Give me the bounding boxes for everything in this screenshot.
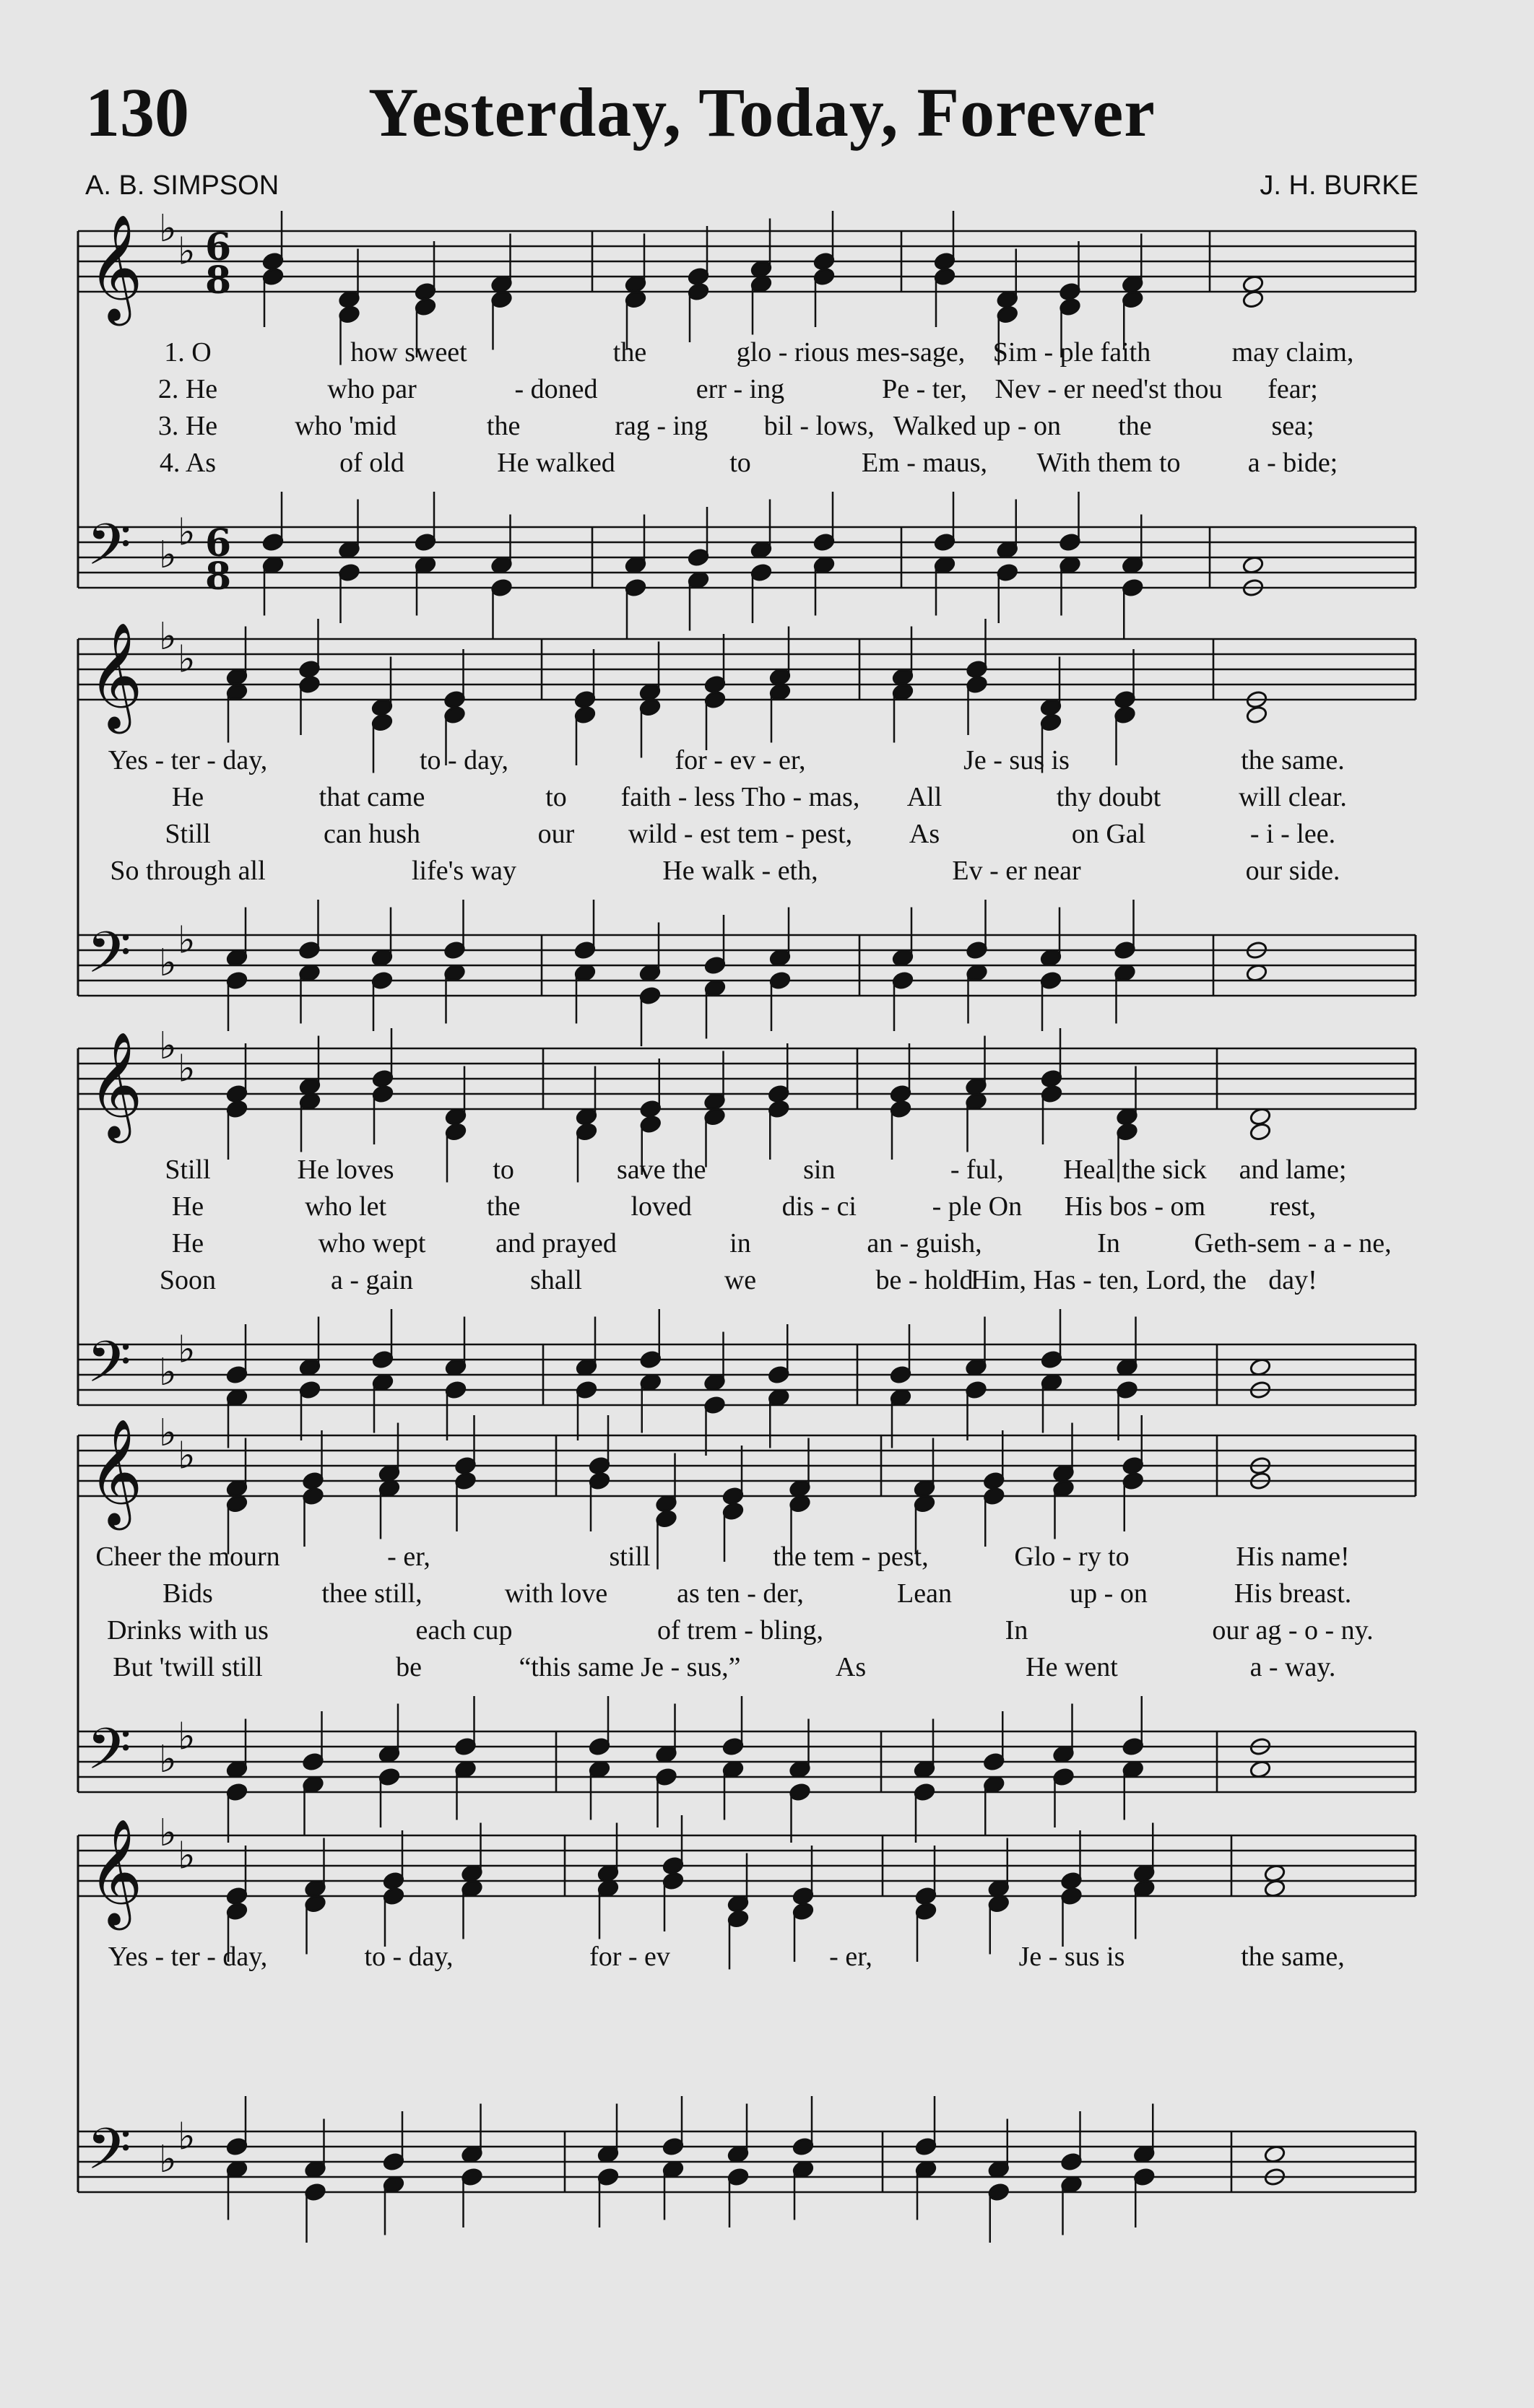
lyric-syllable: shall [530,1265,582,1295]
composer-credit: J. H. BURKE [1260,170,1418,201]
lyric-syllable: - er, [387,1542,430,1572]
hymn-title: Yesterday, Today, Forever [368,74,1156,151]
lyric-syllable: - doned [514,374,598,404]
bass-clef-icon: 𝄢 [87,511,131,592]
lyric-syllable: who let [305,1191,387,1222]
lyric-syllable: - ful, [950,1155,1004,1185]
lyric-syllable: and prayed [495,1228,617,1259]
lyric-syllable: Heal the sick [1063,1155,1207,1185]
flat-sign-icon: ♭ [159,1025,177,1068]
lyric-syllable: Him, Has - ten, Lord, the [970,1265,1247,1295]
lyricist-credit: A. B. SIMPSON [85,170,280,201]
flat-sign-icon: ♭ [178,510,196,555]
lyric-syllable: In [1097,1228,1120,1259]
lyric-syllable: Yes - ter - day, [108,745,268,775]
lyric-syllable: Sim - ple faith [992,337,1151,368]
time-signature-numerator: 6 [205,225,232,269]
lyric-syllable: Geth-sem - a - ne, [1194,1228,1392,1259]
lyric-syllable: bil - lows, [763,411,875,441]
hymn-number: 130 [85,74,189,151]
lyric-syllable: Lean [897,1578,952,1609]
lyric-syllable: All [906,782,942,812]
flat-sign-icon: ♭ [159,942,177,985]
bass-clef-icon: 𝄢 [87,919,131,1000]
lyric-syllable: In [1005,1615,1028,1646]
lyric-syllable: He walk - eth, [662,856,818,886]
flat-sign-icon: ♭ [178,918,196,962]
lyric-syllable: His name! [1236,1542,1350,1572]
lyric-syllable: to [545,782,567,812]
lyric-syllable: still [609,1542,651,1572]
lyric-syllable: be [396,1652,422,1682]
lyric-syllable: will clear. [1239,782,1347,812]
lyric-syllable: Glo - ry to [1014,1542,1130,1572]
lyric-syllable: Nev - er need'st thou [994,374,1223,404]
lyric-syllable: - er, [829,1942,872,1972]
note-head [1246,705,1268,725]
lyric-syllable: Je - sus is [1018,1942,1125,1972]
lyric-syllable: Still [165,819,211,849]
lyric-syllable: may claim, [1231,337,1354,368]
treble-clef-icon: 𝄞 [88,214,143,321]
flat-sign-icon: ♭ [178,1047,196,1091]
flat-sign-icon: ♭ [178,1328,196,1372]
flat-sign-icon: ♭ [159,534,177,577]
lyric-syllable: a - way. [1249,1652,1336,1682]
lyric-syllable: our side. [1245,856,1340,886]
flat-sign-icon: ♭ [159,2138,177,2181]
lyric-syllable: our [537,819,575,849]
lyric-syllable: Soon [159,1265,217,1295]
lyric-syllable: Still [165,1155,211,1185]
lyric-syllable: the [612,337,647,368]
lyric-syllable: that came [318,782,425,812]
lyric-syllable: rest, [1269,1191,1317,1222]
lyric-syllable: Bids [162,1578,213,1609]
lyric-syllable: for - ev - er, [675,745,806,775]
lyric-syllable: 2. He [157,374,218,404]
lyric-syllable: to [729,448,751,478]
note-head [1249,1122,1272,1142]
lyric-syllable: can hush [323,819,421,849]
lyric-syllable: who wept [318,1228,426,1259]
lyric-syllable: Walked up - on [893,411,1061,441]
lyric-syllable: Ev - er near [952,856,1081,886]
lyric-syllable: “this same Je - sus,” [519,1652,741,1682]
lyric-syllable: wild - est tem - pest, [628,819,853,849]
lyric-syllable: we [724,1265,757,1295]
lyric-syllable: glo - rious mes-sage, [736,337,966,368]
flat-sign-icon: ♭ [178,2115,196,2159]
time-signature-denominator: 8 [205,258,232,303]
lyric-syllable: how sweet [350,337,467,368]
lyric-syllable: Em - maus, [861,448,988,478]
flat-sign-icon: ♭ [178,230,196,274]
lyric-syllable: be - hold [875,1265,974,1295]
lyric-syllable: err - ing [696,374,785,404]
lyric-syllable: life's way [411,856,517,886]
lyric-syllable: for - ev [589,1942,670,1972]
lyric-syllable: His bos - om [1064,1191,1206,1222]
lyric-syllable: save the [616,1155,706,1185]
lyric-syllable: the tem - pest, [773,1542,929,1572]
lyric-syllable: thy doubt [1056,782,1161,812]
lyric-syllable: faith - less Tho - mas, [620,782,860,812]
time-signature-numerator: 6 [205,521,232,565]
lyric-syllable: our ag - o - ny. [1212,1615,1374,1646]
lyric-syllable: with love [504,1578,608,1609]
lyric-syllable: rag - ing [615,411,708,441]
lyric-syllable: to - day, [419,745,509,775]
flat-sign-icon: ♭ [159,1738,177,1781]
lyric-syllable: sea; [1271,411,1314,441]
lyric-syllable: a - gain [331,1265,413,1295]
lyric-syllable: Drinks with us [107,1615,269,1646]
lyric-syllable: up - on [1070,1578,1148,1609]
lyric-syllable: the [486,1191,521,1222]
time-signature-denominator: 8 [205,555,232,599]
flat-sign-icon: ♭ [159,1351,177,1394]
lyric-syllable: loved [630,1191,692,1222]
flat-sign-icon: ♭ [159,1812,177,1855]
treble-clef-icon: 𝄞 [88,1031,143,1139]
lyric-syllable: His breast. [1234,1578,1352,1609]
lyric-syllable: the [1118,411,1152,441]
lyric-syllable: to [493,1155,514,1185]
lyric-syllable: who 'mid [295,411,397,441]
lyric-syllable: dis - ci [781,1191,857,1222]
lyric-syllable: sin [803,1155,836,1185]
lyric-syllable: a - bide; [1247,448,1338,478]
lyric-syllable: the [486,411,521,441]
lyric-syllable: 1. O [164,337,212,368]
treble-clef-icon: 𝄞 [88,622,143,729]
lyric-syllable: With them to [1036,448,1181,478]
flat-sign-icon: ♭ [178,638,196,682]
lyric-syllable: on Gal [1071,819,1146,849]
lyric-syllable: Pe - ter, [882,374,967,404]
lyric-syllable: He [171,1228,204,1259]
flat-sign-icon: ♭ [178,1834,196,1878]
lyric-syllable: in [729,1228,751,1259]
lyric-syllable: He loves [297,1155,394,1185]
flat-sign-icon: ♭ [178,1715,196,1759]
lyric-syllable: He went [1026,1652,1118,1682]
lyric-syllable: - i - lee. [1249,819,1336,849]
lyric-syllable: of old [339,448,404,478]
lyric-syllable: He [171,1191,204,1222]
lyric-syllable: the same. [1241,745,1345,775]
lyric-syllable: thee still, [321,1578,422,1609]
bass-clef-icon: 𝄢 [87,1329,131,1409]
lyric-syllable: each cup [415,1615,513,1646]
lyric-syllable: day! [1268,1265,1317,1295]
lyric-syllable: Je - sus is [963,745,1070,775]
lyric-syllable: He walked [497,448,615,478]
flat-sign-icon: ♭ [159,207,177,251]
lyric-syllable: - ple On [932,1191,1023,1222]
lyric-syllable: But 'twill still [113,1652,263,1682]
bass-clef-icon: 𝄢 [87,1716,131,1796]
flat-sign-icon: ♭ [159,1412,177,1455]
lyric-syllable: Yes - ter - day, [108,1942,268,1972]
lyric-syllable: as ten - der, [677,1578,804,1609]
lyric-syllable: fear; [1268,374,1318,404]
lyric-syllable: As [909,819,940,849]
lyric-syllable: Cheer the mourn [95,1542,280,1572]
treble-clef-icon: 𝄞 [88,1418,143,1526]
lyric-syllable: So through all [110,856,266,886]
flat-sign-icon: ♭ [178,1434,196,1478]
flat-sign-icon: ♭ [159,615,177,658]
bass-clef-icon: 𝄢 [87,2116,131,2196]
lyric-syllable: 4. As [159,448,217,478]
lyric-syllable: to - day, [364,1942,454,1972]
lyric-syllable: of trem - bling, [656,1615,824,1646]
lyric-syllable: the same, [1241,1942,1345,1972]
lyric-syllable: and lame; [1239,1155,1347,1185]
lyric-syllable: an - guish, [867,1228,982,1259]
lyric-syllable: He [171,782,204,812]
lyric-syllable: who par [327,374,417,404]
lyric-syllable: 3. He [157,411,218,441]
lyric-syllable: As [835,1652,867,1682]
treble-clef-icon: 𝄞 [88,1818,143,1926]
